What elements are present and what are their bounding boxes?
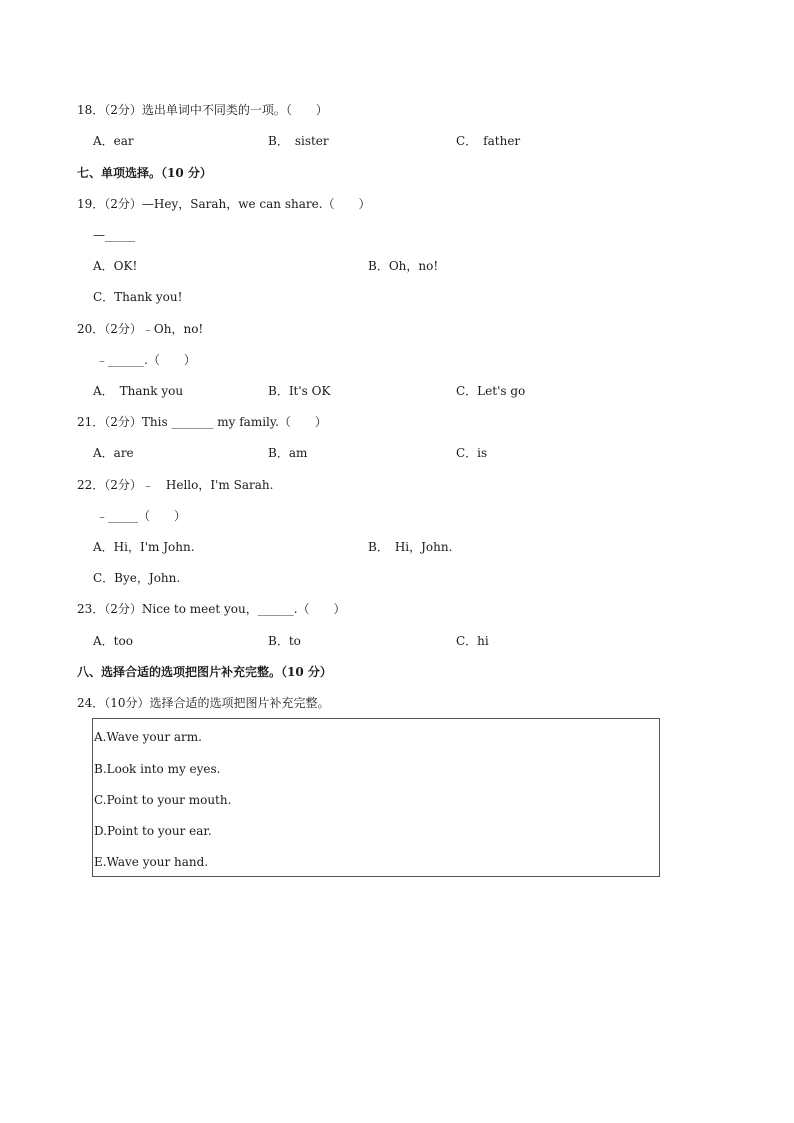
box-option-a: A.Wave your arm.	[94, 730, 202, 744]
option-a: A．too	[93, 634, 133, 648]
box-option-b: B.Look into my eyes.	[94, 762, 221, 776]
question-24-stem: 24．（10分）选择合适的选项把图片补充完整。	[77, 696, 330, 710]
question-22-reply: ﹣_____（ ）	[96, 509, 187, 523]
option-b: B．It's OK	[268, 384, 331, 398]
question-21-stem: 21．（2分）This _______ my family.（ ）	[77, 415, 327, 429]
option-c: C．hi	[456, 634, 489, 648]
option-a: A．OK!	[93, 259, 138, 273]
option-c: C．Thank you!	[93, 290, 183, 304]
option-b: B．to	[268, 634, 301, 648]
box-option-c: C.Point to your mouth.	[94, 793, 232, 807]
option-c: C．is	[456, 446, 488, 460]
question-20-reply: ﹣______.（ ）	[96, 353, 196, 367]
option-a: A． Thank you	[93, 384, 184, 398]
option-c: C．Let's go	[456, 384, 526, 398]
option-b: B．am	[268, 446, 308, 460]
option-b: B． Hi，John.	[368, 540, 453, 554]
question-19-reply: —_____	[93, 228, 135, 242]
option-c: C． father	[456, 134, 521, 148]
box-option-d: D.Point to your ear.	[94, 824, 212, 838]
question-22-stem: 22．（2分）﹣ Hello，I'm Sarah.	[77, 478, 274, 492]
box-option-e: E.Wave your hand.	[94, 855, 209, 869]
option-b: B． sister	[268, 134, 329, 148]
option-b: B．Oh，no!	[368, 259, 439, 273]
answer-options-box	[92, 718, 660, 877]
section-heading-8: 八、选择合适的选项把图片补充完整。（10 分）	[77, 665, 332, 679]
option-c: C．Bye，John.	[93, 571, 181, 585]
section-heading-7: 七、单项选择。（10 分）	[77, 166, 212, 180]
question-23-stem: 23．（2分）Nice to meet you，______.（ ）	[77, 602, 346, 616]
option-a: A．Hi，I'm John.	[93, 540, 195, 554]
question-18-stem: 18．（2分）选出单词中不同类的一项。（ ）	[77, 103, 328, 117]
question-19-stem: 19．（2分）—Hey，Sarah，we can share.（ ）	[77, 197, 371, 211]
option-a: A．are	[93, 446, 134, 460]
question-20-stem: 20．（2分）﹣Oh，no!	[77, 322, 204, 336]
option-a: A．ear	[93, 134, 134, 148]
